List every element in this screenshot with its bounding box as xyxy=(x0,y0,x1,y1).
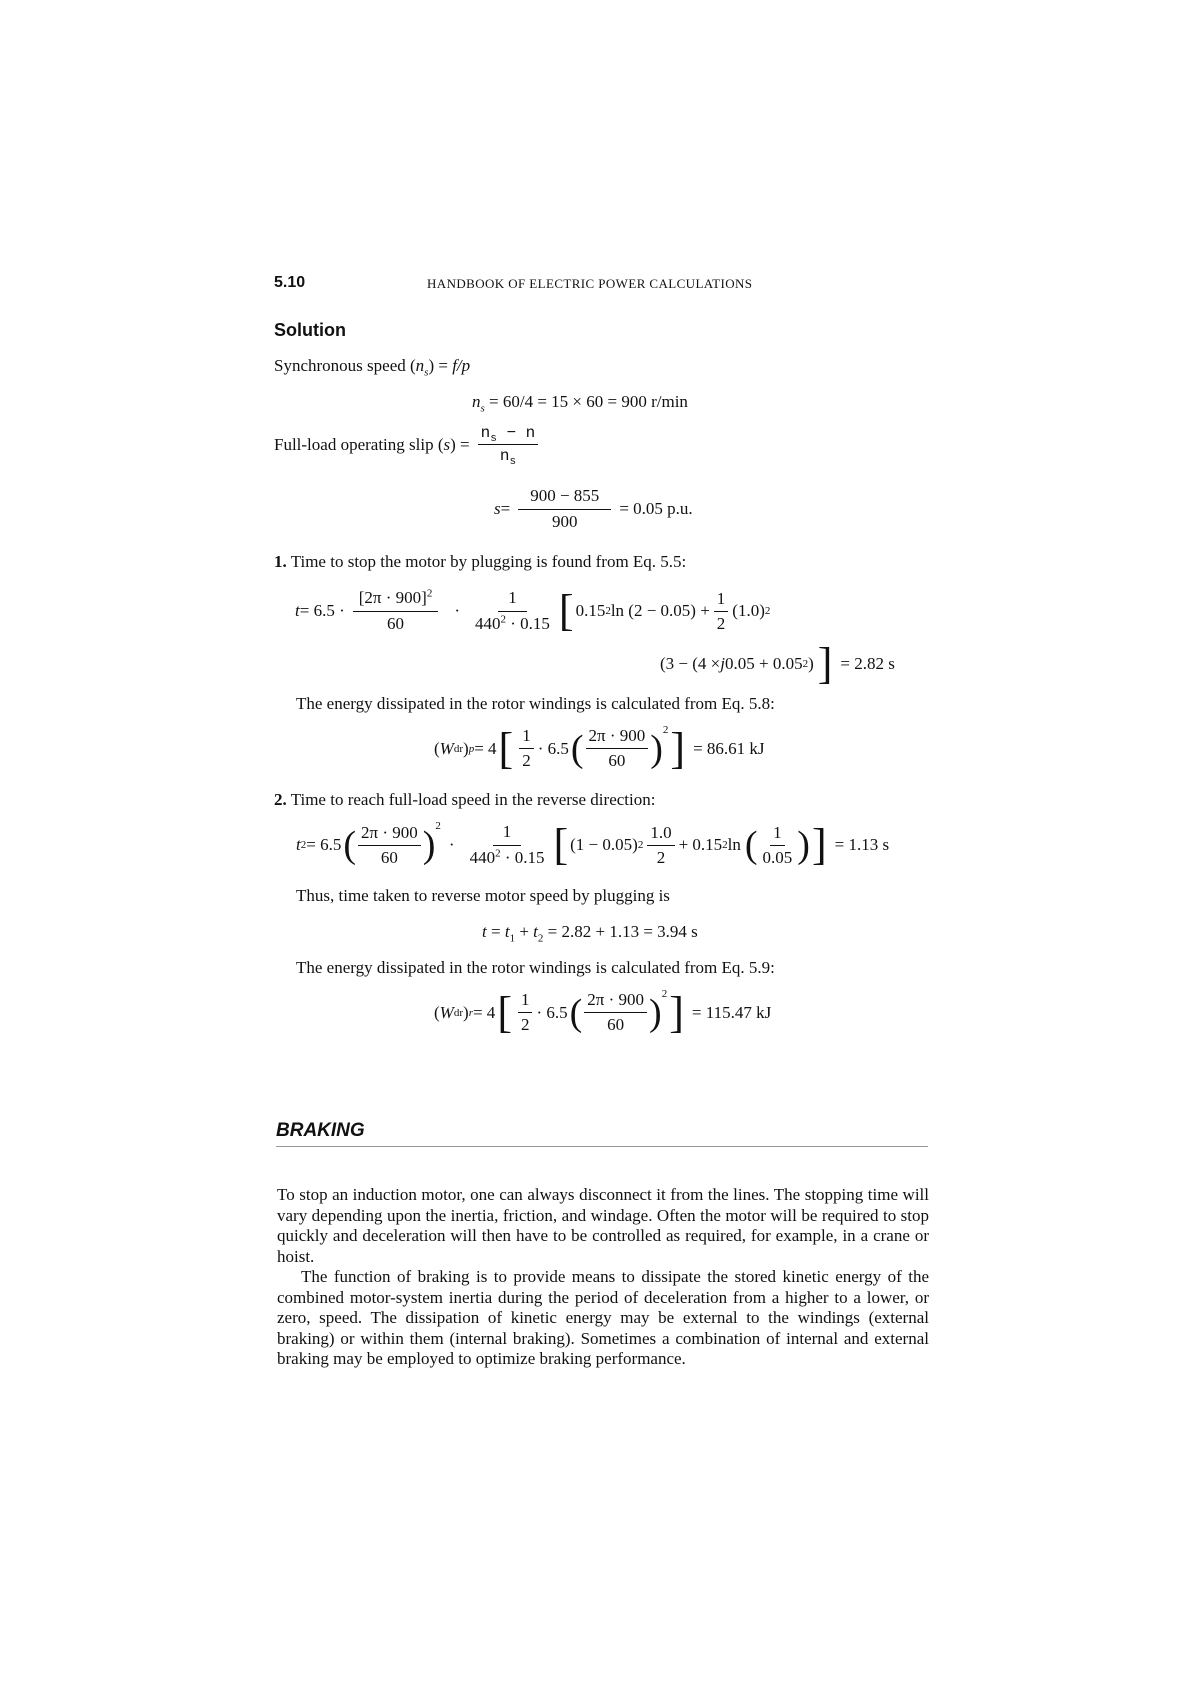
step-1: 1. Time to stop the motor by plugging is found from Eq. 5.5: xyxy=(274,552,687,571)
slip-value-fraction: $\frac{900 - 855}{900}$ xyxy=(518,486,611,532)
slip-fraction: $\frac{n_s - n}{n_s}$ xyxy=(478,424,539,465)
braking-heading: BRAKING xyxy=(276,1120,365,1141)
eq-stop-time: t = 6.5 · $\frac{[2\pi \cdot 900]^2}{60}$ · $\frac{1}{440^2 \cdot 0.15}$ [ 0.15 2 ln (2 − 0.05) + $\frac{1}{2}$ (1.0) 2 xyxy=(295,586,771,635)
page-number: 5.10 xyxy=(274,274,306,291)
eq-energy-reverse: ( W dr ) r = 4 [ $\frac{1}{2}$ · 6.5 ( $\frac{2\pi \cdot 900}{60}$ ) 2 ] = 115.47 kJ xyxy=(434,987,772,1037)
slip-definition: Full-load operating slip ( s ) = $\frac{n_s - n}{n_s}$ xyxy=(274,424,542,465)
energy-text-2: The energy dissipated in the rotor windings is calculated from Eq. 5.9: xyxy=(296,958,775,977)
sync-speed-definition: Synchronous speed $(n_s) = f/p$ xyxy=(274,356,471,379)
slip-equation: s = $\frac{900 - 855}{900}$ = 0.05 p.u. xyxy=(494,486,693,531)
eq-energy-plugging: ( W dr ) p = 4 [ $\frac{1}{2}$ · 6.5 ( $\frac{2\pi \cdot 900}{60}$ ) 2 ] = 86.61 kJ xyxy=(434,723,765,773)
energy-text-1: The energy dissipated in the rotor windings is calculated from Eq. 5.8: xyxy=(296,694,775,713)
step-2: 2. Time to reach full-load speed in the reverse direction: xyxy=(274,790,656,809)
eq-stop-time-line2: (3 − (4 × j 0.05 + 0.05 2 ) ] = 2.82 s xyxy=(660,639,895,688)
braking-paragraph-1: To stop an induction motor, one can always disconnect it from the lines. The stopping time will vary depending upon the inertia, friction, and windage. Often the motor will be required to stop quickly and deceleration will then have to be controlled as required, for example, in a crane or hoist. xyxy=(277,1185,929,1266)
braking-paragraph-2: The function of braking is to provide means to dissipate the stored kinetic energy of the combined motor-system inertia during the period of deceleration from a higher to a lower, or zero, speed. The dissipation of kinetic energy may be external to the windings (external braking) or within them (internal braking). Sometimes a combination of internal and external braking may be employed to optimize braking performance. xyxy=(277,1267,929,1368)
eq-reverse-time: t 2 = 6.5 ( $\frac{2\pi \cdot 900}{60}$ ) 2 · $\frac{1}{440^2 \cdot 0.15}$ [ (1 − 0.05) 2 $\frac{1.0}{2}$ + 0.15 2 ln ( $\frac{1}{0.05}$ ) ] = 1.13 s xyxy=(296,820,890,869)
ns-equation: $n_s = 60/4 = 15 \times 60 = 900$ r/min xyxy=(472,392,688,415)
braking-rule xyxy=(276,1146,928,1147)
solution-heading: Solution xyxy=(274,320,346,340)
eq-total-time: $t = t_1 + t_2 = 2.82 + 1.13 = 3.94$ s xyxy=(482,922,698,945)
running-title: HANDBOOK OF ELECTRIC POWER CALCULATIONS xyxy=(427,276,753,291)
thus-text: Thus, time taken to reverse motor speed by plugging is xyxy=(296,886,670,905)
